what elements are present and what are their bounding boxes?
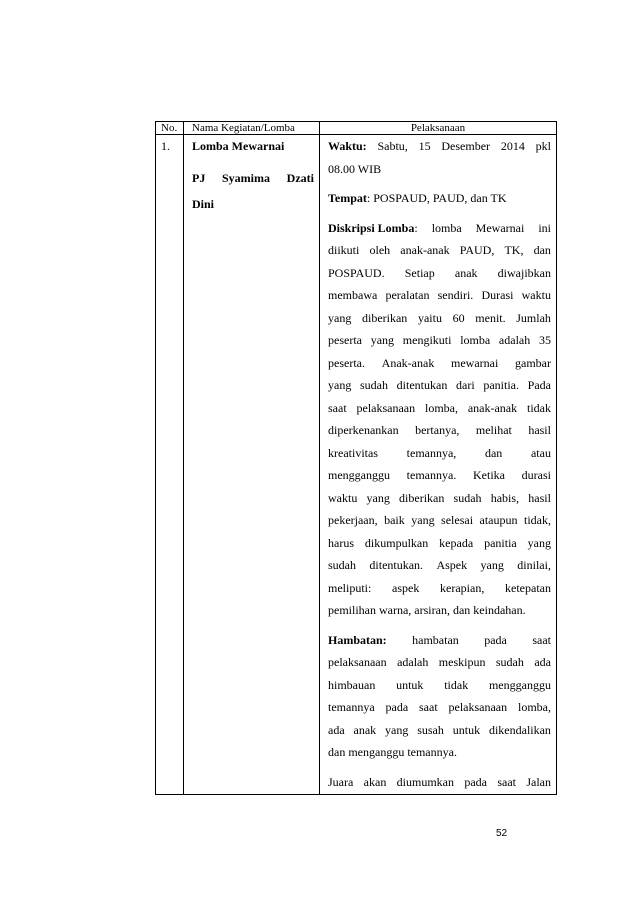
word: anak-anak: [467, 400, 518, 415]
word: lomba,: [517, 700, 551, 714]
word: dari: [456, 378, 475, 392]
diskripsi-line: [328, 239, 551, 262]
word: ditentukan: [396, 378, 448, 392]
word: sudah: [360, 378, 388, 392]
word: yang: [370, 333, 395, 347]
diskripsi-line: [328, 262, 551, 285]
word: pelaksanaan: [356, 400, 416, 415]
diskripsi-line: [328, 374, 551, 397]
hambatan-line: [328, 674, 551, 697]
word: Diskripsi Lomba:: [328, 220, 418, 235]
word: untuk: [396, 677, 424, 692]
word: POSPAUD.: [328, 265, 385, 280]
word: PAUD,: [459, 243, 495, 257]
word: Setiap: [404, 265, 435, 280]
word: PJ: [192, 170, 206, 185]
word: bertanya,: [415, 423, 460, 437]
word: yaitu: [417, 310, 442, 325]
word: Pada: [527, 378, 551, 392]
word: tidak: [526, 400, 551, 415]
word: dikumpulkan: [364, 535, 429, 550]
word: menit.: [475, 310, 506, 325]
word: ketepatan: [505, 580, 551, 595]
pelaksanaan-cell: [328, 135, 551, 793]
header-no: No.: [161, 122, 178, 134]
diskripsi-line: [328, 509, 551, 532]
word: Ketika: [473, 468, 505, 482]
word: yang: [328, 310, 352, 325]
word: kerapian,: [440, 580, 485, 595]
word: temannya.: [406, 468, 457, 482]
word: 2014: [500, 139, 525, 153]
tempat-label: Tempat: [328, 191, 367, 205]
word: meskipun: [438, 655, 486, 669]
activity-name-cell: [192, 135, 314, 219]
pj-line-2: Dini: [192, 197, 215, 211]
word: hambatan: [412, 632, 459, 647]
word: meliputi:: [328, 580, 372, 595]
word: gambar: [515, 355, 551, 370]
word: durasi: [521, 468, 551, 482]
word: mengganggu: [488, 677, 551, 692]
word: diberikan: [399, 490, 445, 505]
word: Syamima: [222, 170, 270, 185]
word: saat: [532, 632, 551, 647]
diskripsi-line: [328, 397, 551, 420]
activity-table: [155, 121, 557, 795]
word: hasil: [528, 423, 551, 437]
word: kepada: [439, 535, 474, 550]
word: ada: [534, 655, 551, 669]
word: Juara: [328, 774, 354, 789]
word: yang: [480, 558, 504, 572]
diskripsi-line: [328, 217, 551, 240]
word: adalah: [397, 655, 429, 669]
diskripsi-line: [328, 307, 551, 330]
word: ataupun: [479, 513, 518, 527]
word: lomba: [431, 220, 462, 235]
word: mengganggu: [328, 468, 390, 482]
word: sudah: [453, 490, 482, 505]
word: susah: [417, 722, 444, 737]
word: peralatan: [385, 288, 430, 302]
word: yang: [328, 378, 352, 392]
word: Dzati: [286, 170, 314, 185]
word: Sabtu,: [377, 139, 408, 153]
waktu-line-2: 08.00 WIB: [328, 161, 382, 176]
word: panitia: [484, 535, 517, 550]
word: dinilai,: [517, 558, 551, 572]
word: temannya,: [406, 445, 457, 460]
page-number: 52: [496, 828, 508, 839]
word: yang: [385, 722, 409, 737]
word: diwajibkan: [497, 265, 551, 280]
word: Anak-anak: [381, 355, 435, 370]
word: himbauan: [328, 677, 376, 692]
word: harus: [328, 535, 354, 550]
word: adalah: [498, 333, 531, 347]
word: peserta: [328, 333, 362, 347]
header-pelaksanaan: Pelaksanaan: [410, 122, 466, 134]
tempat-paragraph: [328, 187, 551, 210]
juara-line: [328, 771, 551, 794]
word: Durasi: [481, 288, 514, 302]
word: sendiri.: [437, 288, 474, 302]
word: ditentukan.: [369, 558, 424, 572]
word: oleh: [369, 243, 391, 257]
word: 60: [452, 310, 465, 325]
diskripsi-line: [328, 284, 551, 307]
word: 15: [418, 139, 431, 153]
word: pada: [484, 632, 507, 647]
word: Mewarnai: [475, 220, 525, 235]
hambatan-paragraph: [328, 629, 551, 764]
word: Aspek: [436, 558, 468, 572]
hambatan-line: [328, 696, 551, 719]
word: TK,: [504, 243, 524, 257]
diskripsi-last-line: pemilihan warna, arsiran, dan keindahan.: [328, 603, 526, 617]
word: waktu: [328, 490, 358, 505]
word: pelaksanaan: [328, 655, 387, 669]
waktu-line: [328, 135, 551, 158]
word: untuk: [452, 722, 481, 737]
word: Desember: [441, 139, 491, 153]
waktu-paragraph: [328, 135, 551, 180]
word: ini: [538, 220, 551, 235]
diskripsi-line: [328, 352, 551, 375]
word: tidak,: [523, 513, 551, 527]
word: anak: [353, 722, 377, 737]
word: lomba,: [424, 400, 458, 415]
word: pada: [464, 774, 487, 789]
word: pelaksanaan: [448, 700, 508, 714]
word: hasil: [528, 490, 551, 505]
diskripsi-line: [328, 554, 551, 577]
word: diperkenankan: [328, 423, 399, 437]
word: diberikan: [361, 310, 408, 325]
diskripsi-line: [328, 487, 551, 510]
word: anak-anak: [400, 243, 450, 257]
word: saat: [497, 774, 516, 789]
row-number: 1.: [161, 139, 170, 153]
word: membawa: [328, 288, 378, 302]
activity-title: Lomba Mewarnai: [192, 139, 285, 153]
word: lomba: [460, 333, 491, 347]
diskripsi-line: [328, 419, 551, 442]
word: dan: [484, 445, 503, 460]
word: melihat: [475, 423, 512, 437]
word: akan: [363, 774, 387, 789]
word: mewarnai: [451, 355, 499, 370]
word: dikendalikan: [488, 722, 551, 737]
word: pekerjaan,: [328, 513, 378, 527]
word: yang: [411, 513, 435, 527]
word: 35: [538, 333, 551, 347]
word: sudah: [328, 558, 356, 572]
word: habis,: [490, 490, 520, 505]
word: sudah: [495, 655, 524, 669]
word: saat: [419, 700, 438, 714]
word: dan: [533, 243, 551, 257]
word: Jumlah: [516, 310, 551, 325]
word: anak: [454, 265, 478, 280]
word: Jalan: [526, 774, 551, 789]
word: atau: [530, 445, 551, 460]
word: tidak: [444, 677, 469, 692]
diskripsi-line: [328, 577, 551, 600]
word: baik: [384, 513, 405, 527]
word: panitia.: [483, 378, 519, 392]
hambatan-line: [328, 719, 551, 742]
word: waktu: [521, 288, 551, 302]
word: pkl: [535, 139, 551, 153]
pj-line: [192, 167, 314, 190]
diskripsi-paragraph: [328, 217, 551, 622]
tempat-text: : POSPAUD, PAUD, dan TK: [366, 191, 507, 205]
diskripsi-line: [328, 464, 551, 487]
word: diikuti: [328, 243, 360, 257]
column-divider: [319, 122, 320, 794]
diskripsi-line: [328, 532, 551, 555]
word: yang: [527, 535, 551, 550]
hambatan-last-line: dan menganggu temannya.: [328, 745, 457, 759]
word: mengikuti: [402, 333, 452, 347]
hambatan-line: [328, 629, 551, 652]
word: saat: [328, 400, 347, 415]
diskripsi-label: Diskripsi Lomba: [328, 220, 415, 235]
hambatan-line: [328, 651, 551, 674]
word: diumumkan: [396, 774, 454, 789]
word: temannya: [328, 700, 375, 714]
word: yang: [366, 490, 390, 505]
header-nama-kegiatan: Nama Kegiatan/Lomba: [192, 122, 295, 134]
word: pada: [385, 700, 409, 714]
column-divider: [183, 122, 184, 794]
word: peserta.: [328, 355, 365, 370]
word: ada: [328, 722, 345, 737]
word: aspek: [392, 580, 420, 595]
word: kreativitas: [328, 445, 378, 460]
waktu-label: Waktu:: [328, 139, 367, 153]
diskripsi-line: [328, 329, 551, 352]
hambatan-label: Hambatan:: [328, 632, 387, 647]
word: selesai: [441, 513, 474, 527]
diskripsi-line: [328, 442, 551, 465]
